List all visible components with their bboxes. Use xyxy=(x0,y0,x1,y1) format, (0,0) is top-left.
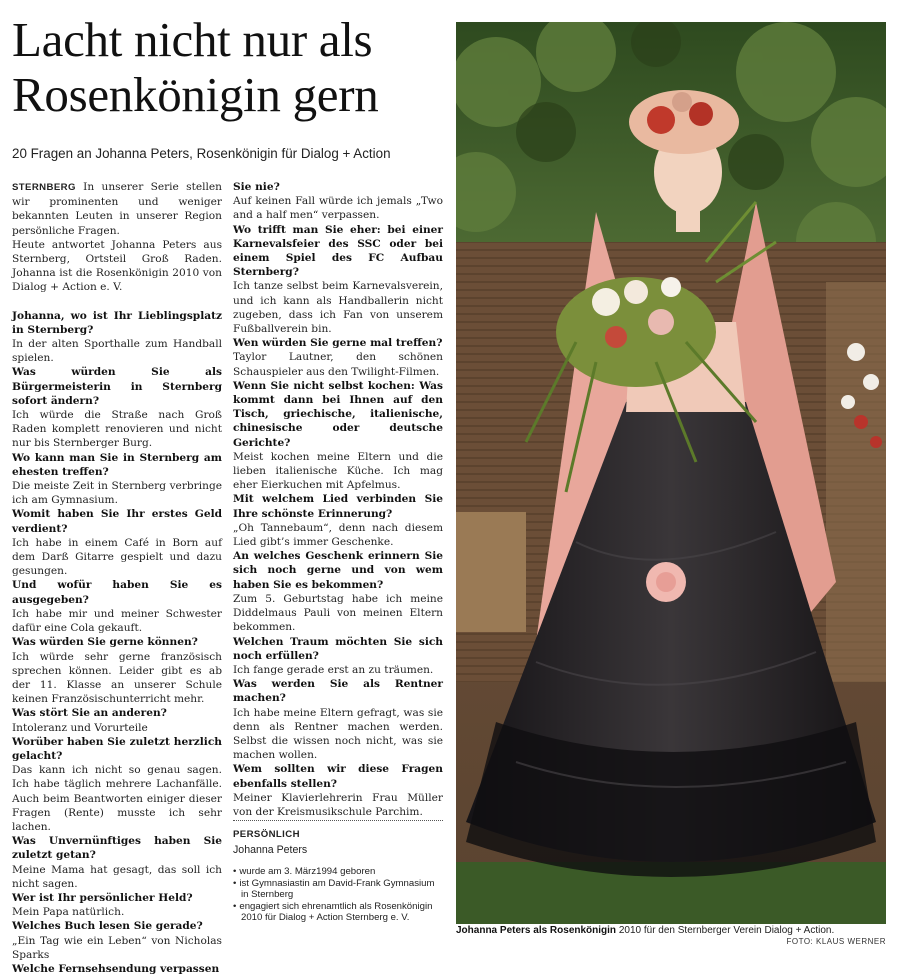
interview-question: Was werden Sie als Rentner machen? xyxy=(233,678,443,705)
photo-credit: FOTO: KLAUS WERNER xyxy=(786,937,886,946)
interview-question: Welche Fernsehsendung verpassen xyxy=(12,962,220,975)
caption-text: 2010 für den Sternberger Verein Dialog + Action. xyxy=(616,925,835,936)
caption-bold: Johanna Peters als Rosenkönigin xyxy=(456,925,617,936)
interview-question: Was stört Sie an anderen? xyxy=(12,707,167,720)
interview-question: An welches Geschenk erinnern Sie sich noch gerne und von wem haben Sie es bekommen? xyxy=(233,550,443,591)
interview-question: Mit welchem Lied verbinden Sie Ihre schönste Erinnerung? xyxy=(233,493,443,520)
interview-answer: Ich habe meine Eltern gefragt, was sie denn als Rentner machen werden. Selbst die wissen noch nicht, was sie machen wollen. xyxy=(233,706,443,762)
interview-answer: „Oh Tannebaum“, denn nach diesem Lied gibt’s immer Geschenke. xyxy=(233,521,443,549)
interview-question: Womit haben Sie Ihr erstes Geld verdient? xyxy=(12,508,222,535)
interview-question: Was Unvernünftiges haben Sie zuletzt getan? xyxy=(12,835,222,862)
article-column-2 xyxy=(233,180,443,819)
interview-answer: Ich habe in einem Café in Born auf dem Darß Gitarre gespielt und dazu gesungen. xyxy=(12,536,222,578)
interview-question: Welches Buch lesen Sie gerade? xyxy=(12,920,203,933)
intro-paragraph-2: Heute antwortet Johanna Peters aus Sternberg, Ortsteil Groß Raden. Johanna ist die Rosenkönigin 2010 von Dialog + Action e. V. xyxy=(12,238,222,294)
personal-facts-list xyxy=(233,866,443,924)
interview-answer: Ich würde die Straße nach Groß Raden komplett renovieren und nicht nur bis Sternberger Burg. xyxy=(12,409,222,450)
personal-info-box xyxy=(233,820,443,924)
intro-paragraph xyxy=(12,180,222,238)
interview-answer: Das kann ich nicht so genau sagen. Ich habe täglich mehrere Lachanfälle. Auch beim Beantworten einiger dieser Fragen (Rente) musste ich sehr lachen. xyxy=(12,764,222,833)
interview-answer: Ich würde sehr gerne französisch sprechen können. Leider gibt es ab der 11. Klasse an unserer Schule keinen Französischunterricht mehr. xyxy=(12,650,222,706)
interview-answer: Ich fange gerade erst an zu träumen. xyxy=(233,663,434,676)
interview-answer: Taylor Lautner, den schönen Schauspieler aus den Twilight-Filmen. xyxy=(233,351,443,378)
photo-illustration xyxy=(456,22,886,924)
paragraph-gap xyxy=(12,295,222,309)
photo-caption xyxy=(456,925,888,936)
dateline: STERNBERG xyxy=(12,182,76,193)
interview-answer: Auf keinen Fall würde ich jemals „Two and a half men“ verpassen. xyxy=(233,195,443,222)
interview-question: Johanna, wo ist Ihr Lieblingsplatz in Sternberg? xyxy=(12,309,222,336)
interview-question: Wenn Sie nicht selbst kochen: Was kommt dann bei Ihnen auf den Tisch, griechische, italienische, chinesische oder deutsche Gerichte? xyxy=(233,379,443,449)
personal-box-name: Johanna Peters xyxy=(233,844,308,856)
personal-box-title: PERSÖNLICH xyxy=(233,829,300,840)
interview-question: Wen würden Sie gerne mal treffen? xyxy=(233,337,443,350)
subheadline: 20 Fragen an Johanna Peters, Rosenkönigin für Dialog + Action xyxy=(12,146,391,161)
interview-answer: Ich tanze selbst beim Karnevalsverein, und ich kann als Handballerin nicht zugeben, dass ich Fan von unserem Fußballverein bin. xyxy=(233,280,443,336)
interview-answer: Meiner Klavierlehrerin Frau Müller von der Kreismusikschule Parchim. xyxy=(233,791,443,818)
interview-question: Wo trifft man Sie eher: bei einer Karnevalsfeier des SSC oder bei einem Spiel des FC Aufbau Sternberg? xyxy=(233,223,443,279)
headline-line-2: Rosenkönigin gern xyxy=(12,67,379,122)
interview-answer: Intoleranz und Vorurteile xyxy=(12,721,148,734)
interview-question: Worüber haben Sie zuletzt herzlich gelacht? xyxy=(12,735,222,762)
interview-answer: In der alten Sporthalle zum Handball spielen. xyxy=(12,338,222,365)
interview-question: Welchen Traum möchten Sie sich noch erfüllen? xyxy=(233,635,443,662)
interview-answer: Meist kochen meine Eltern und die lieben italienische Küche. Ich mag eher Eierkuchen mit Apfelmus. xyxy=(233,450,443,492)
interview-answer: Ich habe mir und meiner Schwester dafür eine Cola gekauft. xyxy=(12,607,222,635)
interview-question: Was würden Sie gerne können? xyxy=(12,636,198,649)
article-column-1 xyxy=(12,180,222,976)
personal-fact: • wurde am 3. März1994 geboren xyxy=(233,866,443,878)
intro-text: In unserer Serie stellen wir prominenten und weniger bekannten Leuten in unserer Region persönliche Fragen. xyxy=(12,181,222,237)
interview-question: Sie nie? xyxy=(233,181,280,193)
interview-question: Was würden Sie als Bürgermeisterin in Sternberg sofort ändern? xyxy=(12,366,222,407)
interview-question: Wer ist Ihr persönlicher Held? xyxy=(12,891,193,904)
personal-fact: • engagiert sich ehrenamtlich als Rosenkönigin 2010 für Dialog + Action Sternberg e. V. xyxy=(233,901,443,924)
interview-question: Wem sollten wir diese Fragen ebenfalls stellen? xyxy=(233,763,443,790)
interview-question: Und wofür haben Sie es ausgegeben? xyxy=(12,579,222,606)
interview-answer: Mein Papa natürlich. xyxy=(12,906,125,919)
interview-answer: Meine Mama hat gesagt, das soll ich nicht sagen. xyxy=(12,863,222,890)
photo-rose-queen xyxy=(456,22,886,924)
personal-fact: • ist Gymnasiastin am David-Frank Gymnasium in Sternberg xyxy=(233,878,443,901)
interview-answer: Die meiste Zeit in Sternberg verbringe ich am Gymnasium. xyxy=(12,480,222,507)
headline-line-1: Lacht nicht nur als xyxy=(12,12,373,67)
interview-question: Wo kann man Sie in Sternberg am ehesten treffen? xyxy=(12,451,222,478)
interview-answer: „Ein Tag wie ein Leben“ von Nicholas Sparks xyxy=(12,934,222,961)
headline xyxy=(12,12,452,122)
interview-answer: Zum 5. Geburtstag habe ich meine Diddelmaus Pauli von meinen Eltern bekommen. xyxy=(233,592,443,634)
